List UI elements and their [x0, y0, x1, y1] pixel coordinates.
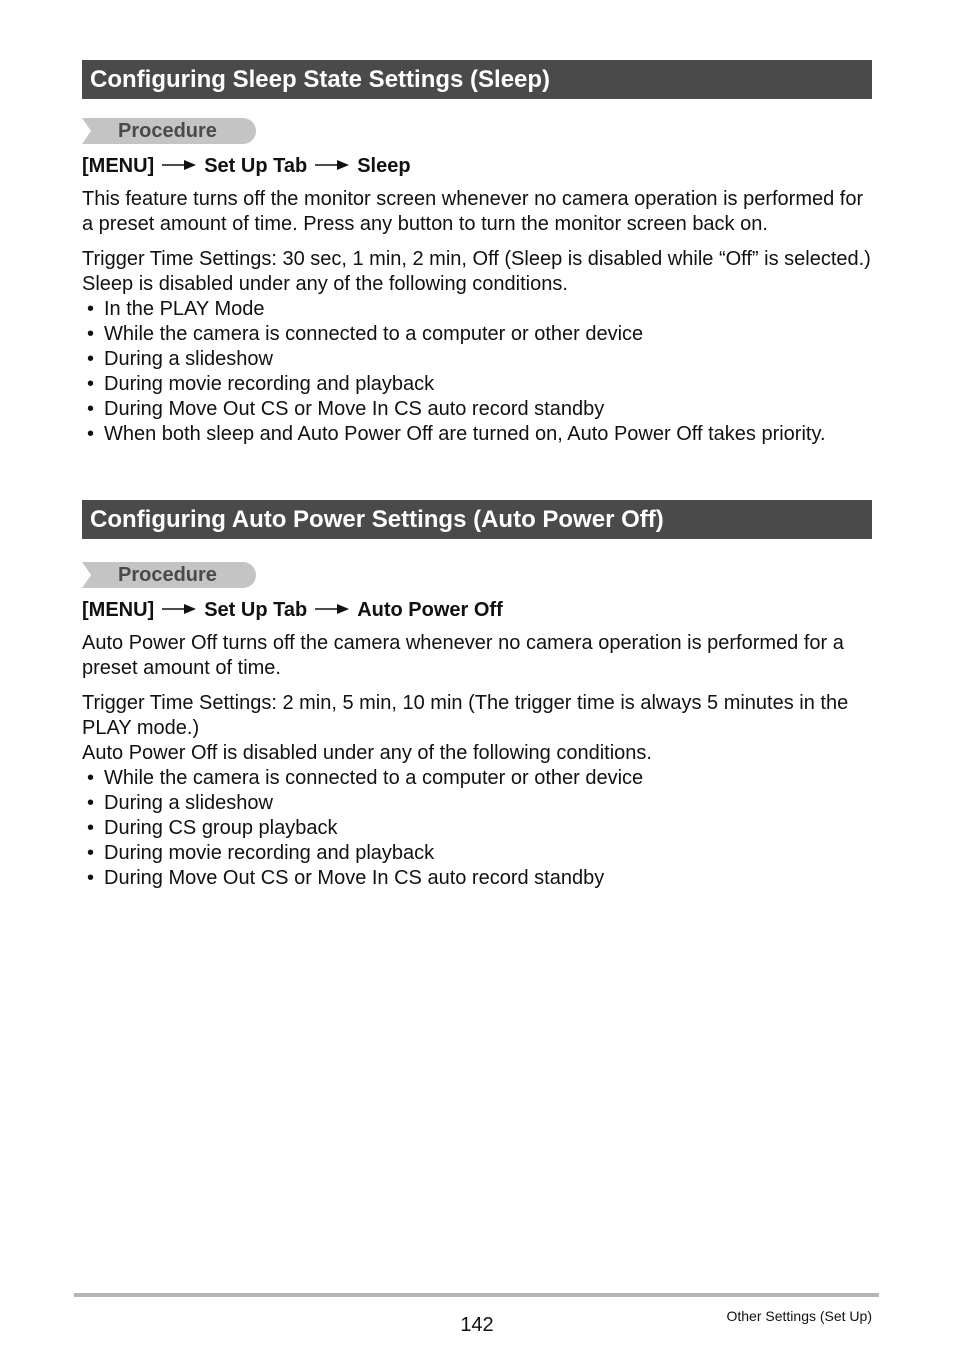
- bullet: •: [87, 298, 95, 320]
- intro-paragraph: This feature turns off the monitor screen whenever no camera operation is performed for a preset amount of time. Press any button to turn the monitor screen back on.: [82, 188, 864, 235]
- menu-step: Auto Power Off: [357, 599, 503, 621]
- procedure-tag: [82, 562, 256, 588]
- menu-path: [82, 154, 872, 178]
- section-heading: Configuring Auto Power Settings (Auto Power Off): [82, 500, 872, 539]
- conditions-list: [82, 766, 872, 891]
- list-item: • During movie recording and playback: [87, 842, 435, 864]
- bullet: •: [87, 792, 95, 814]
- conditions-intro: Auto Power Off is disabled under any of the following conditions.: [82, 742, 652, 764]
- arrow-right-icon: [162, 159, 196, 171]
- menu-step: [MENU]: [82, 599, 155, 621]
- bullet: •: [87, 348, 95, 370]
- section-auto-power-off: [82, 500, 872, 891]
- list-item: • While the camera is connected to a computer or other device: [87, 323, 644, 345]
- menu-path: [82, 598, 872, 622]
- menu-step: Sleep: [357, 155, 411, 177]
- page-number: 142: [460, 1314, 494, 1336]
- footer-divider: [74, 1293, 879, 1297]
- intro-paragraph: Auto Power Off turns off the camera whenever no camera operation is performed for a preset amount of time.: [82, 632, 844, 679]
- bullet: •: [87, 398, 95, 420]
- conditions-intro: Sleep is disabled under any of the following conditions.: [82, 273, 568, 295]
- arrow-right-icon: [315, 603, 349, 615]
- section-sleep: [82, 60, 872, 447]
- bullet: •: [87, 842, 95, 864]
- list-item: • During CS group playback: [87, 817, 338, 839]
- chevron-icon: [82, 562, 91, 588]
- bullet: •: [87, 323, 95, 345]
- arrow-right-icon: [162, 603, 196, 615]
- trigger-settings: Trigger Time Settings: 30 sec, 1 min, 2 min, Off (Sleep is disabled while “Off” is selected.): [82, 248, 871, 270]
- bullet: •: [87, 867, 95, 889]
- chevron-icon: [82, 118, 91, 144]
- list-item: • During a slideshow: [87, 348, 273, 370]
- section-heading: Configuring Sleep State Settings (Sleep): [82, 60, 872, 99]
- list-item: • While the camera is connected to a computer or other device: [87, 767, 644, 789]
- procedure-tag: [82, 118, 256, 144]
- procedure-label: Procedure: [118, 564, 217, 586]
- bullet: •: [87, 767, 95, 789]
- menu-step: Set Up Tab: [204, 155, 308, 177]
- procedure-label: Procedure: [118, 120, 217, 142]
- trigger-settings: Trigger Time Settings: 2 min, 5 min, 10 min (The trigger time is always 5 minutes in the PLAY mode.): [82, 692, 849, 739]
- bullet: •: [87, 423, 95, 445]
- menu-step: Set Up Tab: [204, 599, 308, 621]
- bullet: •: [87, 373, 95, 395]
- menu-step: [MENU]: [82, 155, 155, 177]
- list-item: • When both sleep and Auto Power Off are turned on, Auto Power Off takes priority.: [87, 423, 826, 445]
- list-item: • During Move Out CS or Move In CS auto record standby: [87, 867, 605, 889]
- list-item: • During Move Out CS or Move In CS auto record standby: [87, 398, 605, 420]
- list-item: • In the PLAY Mode: [87, 298, 265, 320]
- conditions-list: [82, 297, 872, 447]
- footer-section-label: Other Settings (Set Up): [726, 1308, 872, 1324]
- list-item: • During a slideshow: [87, 792, 273, 814]
- bullet: •: [87, 817, 95, 839]
- list-item: • During movie recording and playback: [87, 373, 435, 395]
- arrow-right-icon: [315, 159, 349, 171]
